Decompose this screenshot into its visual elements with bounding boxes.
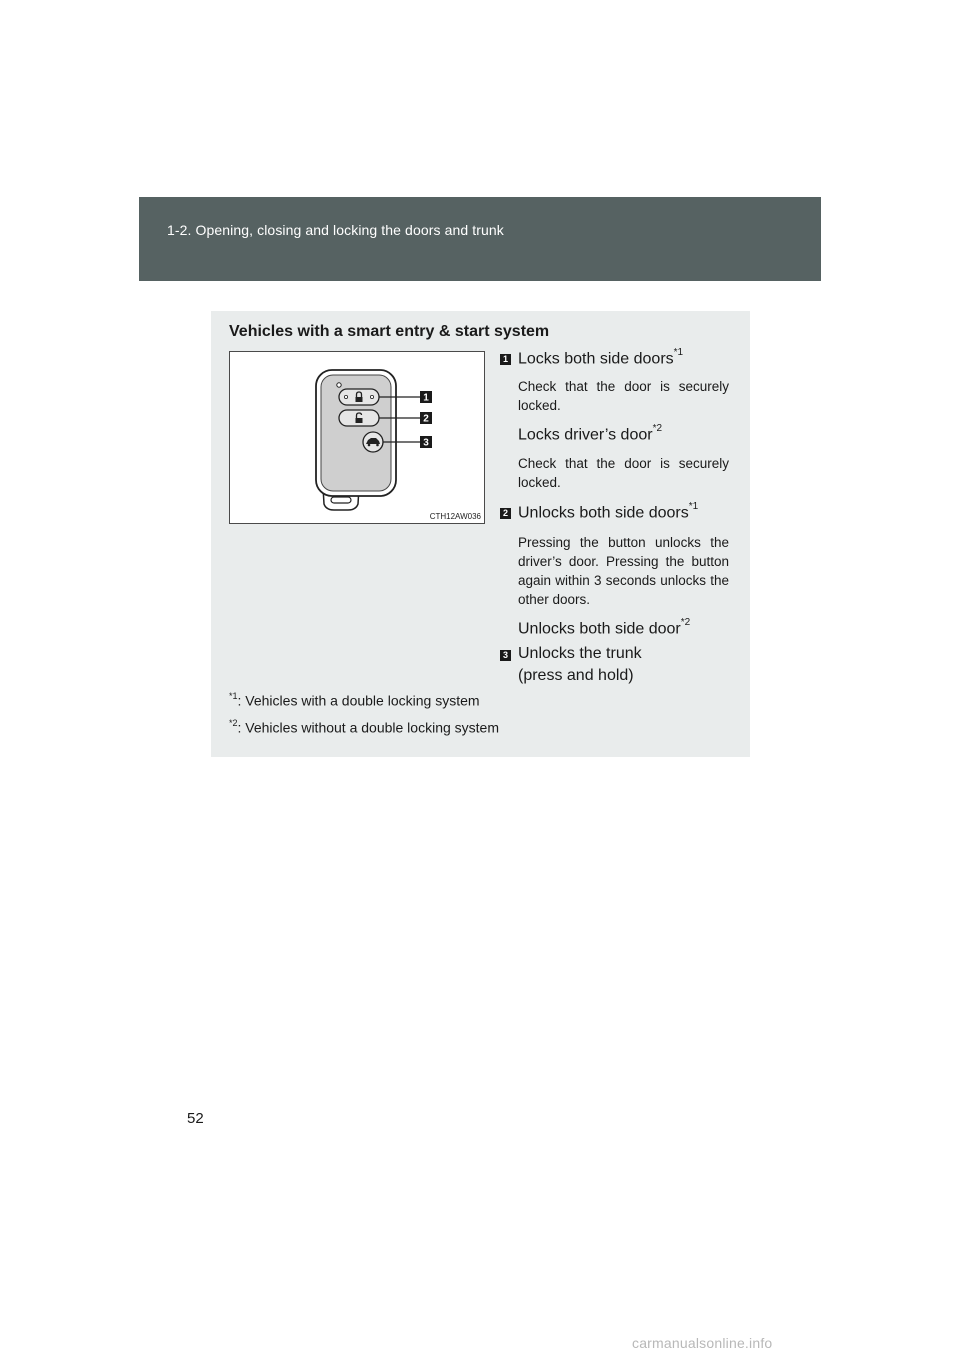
item-number-badge: 2: [500, 508, 511, 519]
footnote-ref: *2: [680, 617, 691, 628]
key-fob-figure: [229, 351, 485, 524]
callout-label-2: 2: [423, 413, 429, 425]
item-title: Unlocks the trunk: [518, 645, 642, 662]
section-title: 1-2. Opening, closing and locking the doors and trunk: [167, 222, 504, 238]
lock-button-dot-left: [344, 395, 347, 398]
item-description: Check that the door is securely locked.: [518, 379, 729, 413]
info-panel: [211, 311, 750, 757]
panel-title: Vehicles with a smart entry & start system: [229, 323, 550, 340]
item-description: Check that the door is securely locked.: [518, 456, 729, 490]
key-fob-illustration: [230, 352, 484, 523]
item-title: [518, 425, 662, 444]
footnote-ref: *2: [652, 423, 663, 434]
item-number-badge: 1: [500, 354, 511, 365]
footnote-2: [229, 719, 499, 736]
led-indicator: [337, 383, 341, 387]
item-title-text: Unlocks both side door: [518, 620, 681, 638]
section-header: [139, 197, 821, 281]
footnote-1: [229, 692, 480, 709]
footnote-ref: *1: [688, 501, 699, 512]
item-title-text: Locks driver’s door: [518, 426, 653, 444]
watermark: carmanualsonline.info: [632, 1335, 773, 1351]
footnote-ref: *1: [673, 347, 684, 358]
figure-code: CTH12AW036: [429, 512, 481, 521]
lock-button-dot-right: [370, 395, 373, 398]
item-title: [518, 619, 690, 638]
item-title-continued: (press and hold): [518, 667, 634, 684]
footnote-mark: *1: [229, 691, 238, 701]
item-title-text: Unlocks both side doors: [518, 504, 689, 522]
item-title: [518, 349, 683, 368]
item-description: Pressing the button unlocks the driver’s door. Pressing the button again within 3 seconds unlocks the other doors.: [518, 535, 729, 607]
item-title: [518, 503, 698, 522]
item-title-text: Locks both side doors: [518, 350, 674, 368]
key-slot: [331, 497, 351, 503]
page-number: 52: [187, 1110, 204, 1127]
footnote-text: : Vehicles without a double locking system: [237, 719, 499, 736]
item-number-badge: 3: [500, 650, 511, 661]
callout-label-3: 3: [423, 437, 429, 449]
callout-label-1: 1: [423, 392, 429, 404]
footnote-text: : Vehicles with a double locking system: [237, 692, 480, 709]
footnote-mark: *2: [229, 718, 238, 728]
